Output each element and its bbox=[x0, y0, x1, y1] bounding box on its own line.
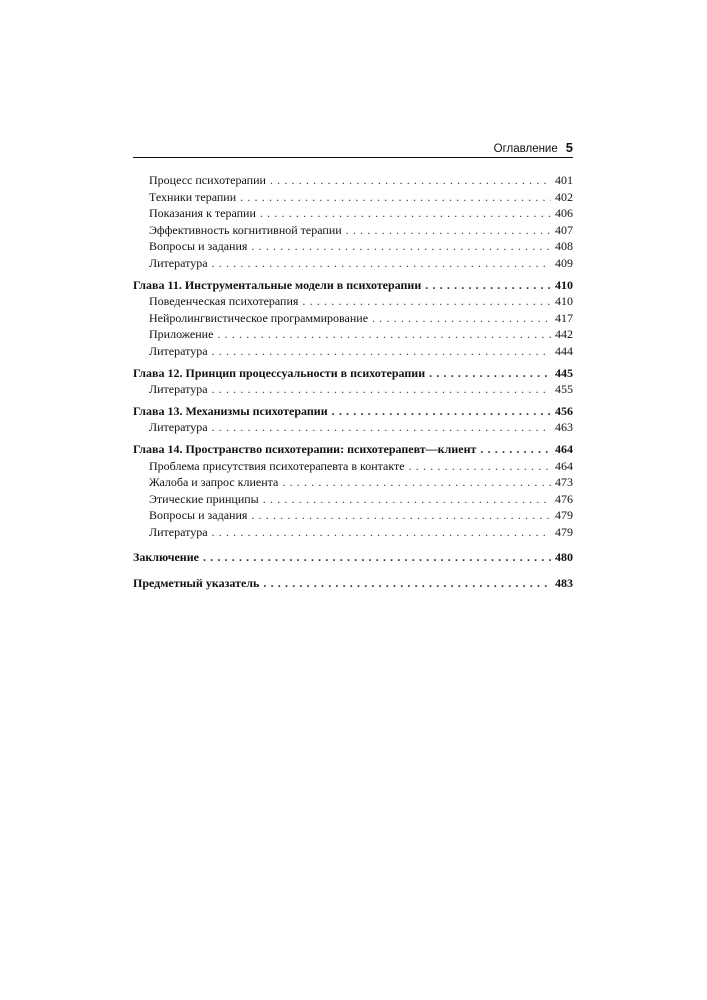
toc-entry-page: 479 bbox=[555, 524, 573, 539]
toc-entry[interactable] bbox=[133, 419, 573, 436]
dot-leader bbox=[240, 189, 551, 206]
toc-entry[interactable] bbox=[133, 255, 573, 272]
toc-entry-title: Приложение bbox=[149, 327, 214, 342]
toc-entry-page: 410 bbox=[555, 277, 573, 292]
dot-leader bbox=[332, 403, 551, 420]
toc-chapter-entry[interactable] bbox=[133, 441, 573, 458]
dot-leader bbox=[372, 310, 551, 327]
toc-major-entry[interactable] bbox=[133, 549, 573, 566]
toc-entry-title: Этические принципы bbox=[149, 491, 259, 506]
toc-entry[interactable] bbox=[133, 507, 573, 524]
dot-leader bbox=[480, 441, 551, 458]
toc-entry-page: 464 bbox=[555, 441, 573, 456]
toc-entry-title: Заключение bbox=[133, 550, 199, 565]
toc-entry-page: 407 bbox=[555, 222, 573, 237]
page-number: 5 bbox=[565, 140, 573, 155]
dot-leader bbox=[251, 507, 551, 524]
toc-entry-title: Показания к терапии bbox=[149, 206, 256, 221]
toc-entry[interactable] bbox=[133, 524, 573, 541]
dot-leader bbox=[212, 381, 551, 398]
toc-entry-title: Вопросы и задания bbox=[149, 239, 248, 254]
toc-entry[interactable] bbox=[133, 458, 573, 475]
toc-entry[interactable] bbox=[133, 205, 573, 222]
toc-entry-title: Литература bbox=[149, 255, 208, 270]
toc-entry[interactable] bbox=[133, 474, 573, 491]
dot-leader bbox=[212, 255, 551, 272]
toc-entry-page: 479 bbox=[555, 508, 573, 523]
toc-entry-page: 442 bbox=[555, 327, 573, 342]
toc-entry[interactable] bbox=[133, 238, 573, 255]
dot-leader bbox=[346, 222, 551, 239]
toc-major-entry[interactable] bbox=[133, 575, 573, 592]
toc-chapter-entry[interactable] bbox=[133, 277, 573, 294]
toc-entry-title: Проблема присутствия психотерапевта в контакте bbox=[149, 458, 405, 473]
toc-entry-page: 476 bbox=[555, 491, 573, 506]
toc-entry-page: 456 bbox=[555, 403, 573, 418]
toc-entry-title: Глава 12. Принцип процессуальности в психотерапии bbox=[133, 365, 426, 380]
toc-entry[interactable] bbox=[133, 189, 573, 206]
toc-entry-page: 464 bbox=[555, 458, 573, 473]
toc-entry[interactable] bbox=[133, 310, 573, 327]
dot-leader bbox=[263, 491, 551, 508]
toc-entry-title: Литература bbox=[149, 524, 208, 539]
header-rule bbox=[133, 157, 573, 158]
toc-entry-title: Процесс психотерапии bbox=[149, 173, 266, 187]
toc-entry-title: Вопросы и задания bbox=[149, 508, 248, 523]
dot-leader bbox=[263, 575, 551, 592]
table-of-contents bbox=[133, 172, 573, 592]
toc-entry-title: Нейролингвистическое программирование bbox=[149, 310, 369, 325]
dot-leader bbox=[282, 474, 551, 491]
dot-leader bbox=[212, 524, 551, 541]
toc-entry-page: 401 bbox=[555, 173, 573, 187]
dot-leader bbox=[203, 549, 551, 566]
dot-leader bbox=[425, 277, 551, 294]
toc-entry-page: 445 bbox=[555, 365, 573, 380]
toc-entry-page: 417 bbox=[555, 310, 573, 325]
dot-leader bbox=[409, 458, 551, 475]
toc-entry-title: Жалоба и запрос клиента bbox=[149, 475, 279, 490]
dot-leader bbox=[212, 419, 551, 436]
toc-entry[interactable] bbox=[133, 491, 573, 508]
dot-leader bbox=[217, 326, 551, 343]
toc-chapter-entry[interactable] bbox=[133, 403, 573, 420]
toc-entry-page: 444 bbox=[555, 343, 573, 358]
toc-entry-page: 408 bbox=[555, 239, 573, 254]
toc-entry-title: Литература bbox=[149, 343, 208, 358]
toc-entry-page: 463 bbox=[555, 420, 573, 435]
dot-leader bbox=[270, 172, 551, 189]
toc-entry-title: Техники терапии bbox=[149, 189, 237, 204]
toc-entry-title: Глава 14. Пространство психотерапии: психотерапевт—клиент bbox=[133, 441, 477, 456]
toc-entry[interactable] bbox=[133, 293, 573, 310]
toc-entry-page: 480 bbox=[555, 550, 573, 565]
toc-entry-page: 483 bbox=[555, 576, 573, 591]
toc-entry[interactable] bbox=[133, 222, 573, 239]
toc-entry-page: 455 bbox=[555, 382, 573, 397]
toc-entry-page: 473 bbox=[555, 475, 573, 490]
dot-leader bbox=[260, 205, 551, 222]
toc-entry-title: Эффективность когнитивной терапии bbox=[149, 222, 342, 237]
toc-entry-title: Поведенческая психотерапия bbox=[149, 294, 299, 309]
dot-leader bbox=[251, 238, 551, 255]
toc-entry[interactable] bbox=[133, 343, 573, 360]
dot-leader bbox=[429, 365, 551, 382]
toc-entry-title: Предметный указатель bbox=[133, 576, 260, 591]
toc-entry-page: 410 bbox=[555, 294, 573, 309]
toc-entry-title: Литература bbox=[149, 382, 208, 397]
toc-chapter-entry[interactable] bbox=[133, 365, 573, 382]
running-header-section: Оглавление bbox=[493, 143, 558, 155]
toc-entry-title: Литература bbox=[149, 420, 208, 435]
toc-entry-page: 402 bbox=[555, 189, 573, 204]
dot-leader bbox=[212, 343, 551, 360]
toc-entry[interactable] bbox=[133, 326, 573, 343]
toc-entry[interactable] bbox=[133, 381, 573, 398]
toc-entry-title: Глава 13. Механизмы психотерапии bbox=[133, 403, 328, 418]
toc-entry-title: Глава 11. Инструментальные модели в психотерапии bbox=[133, 277, 422, 292]
toc-entry-page: 409 bbox=[555, 255, 573, 270]
toc-entry-page: 406 bbox=[555, 206, 573, 221]
dot-leader bbox=[302, 293, 551, 310]
toc-entry[interactable] bbox=[133, 172, 573, 189]
